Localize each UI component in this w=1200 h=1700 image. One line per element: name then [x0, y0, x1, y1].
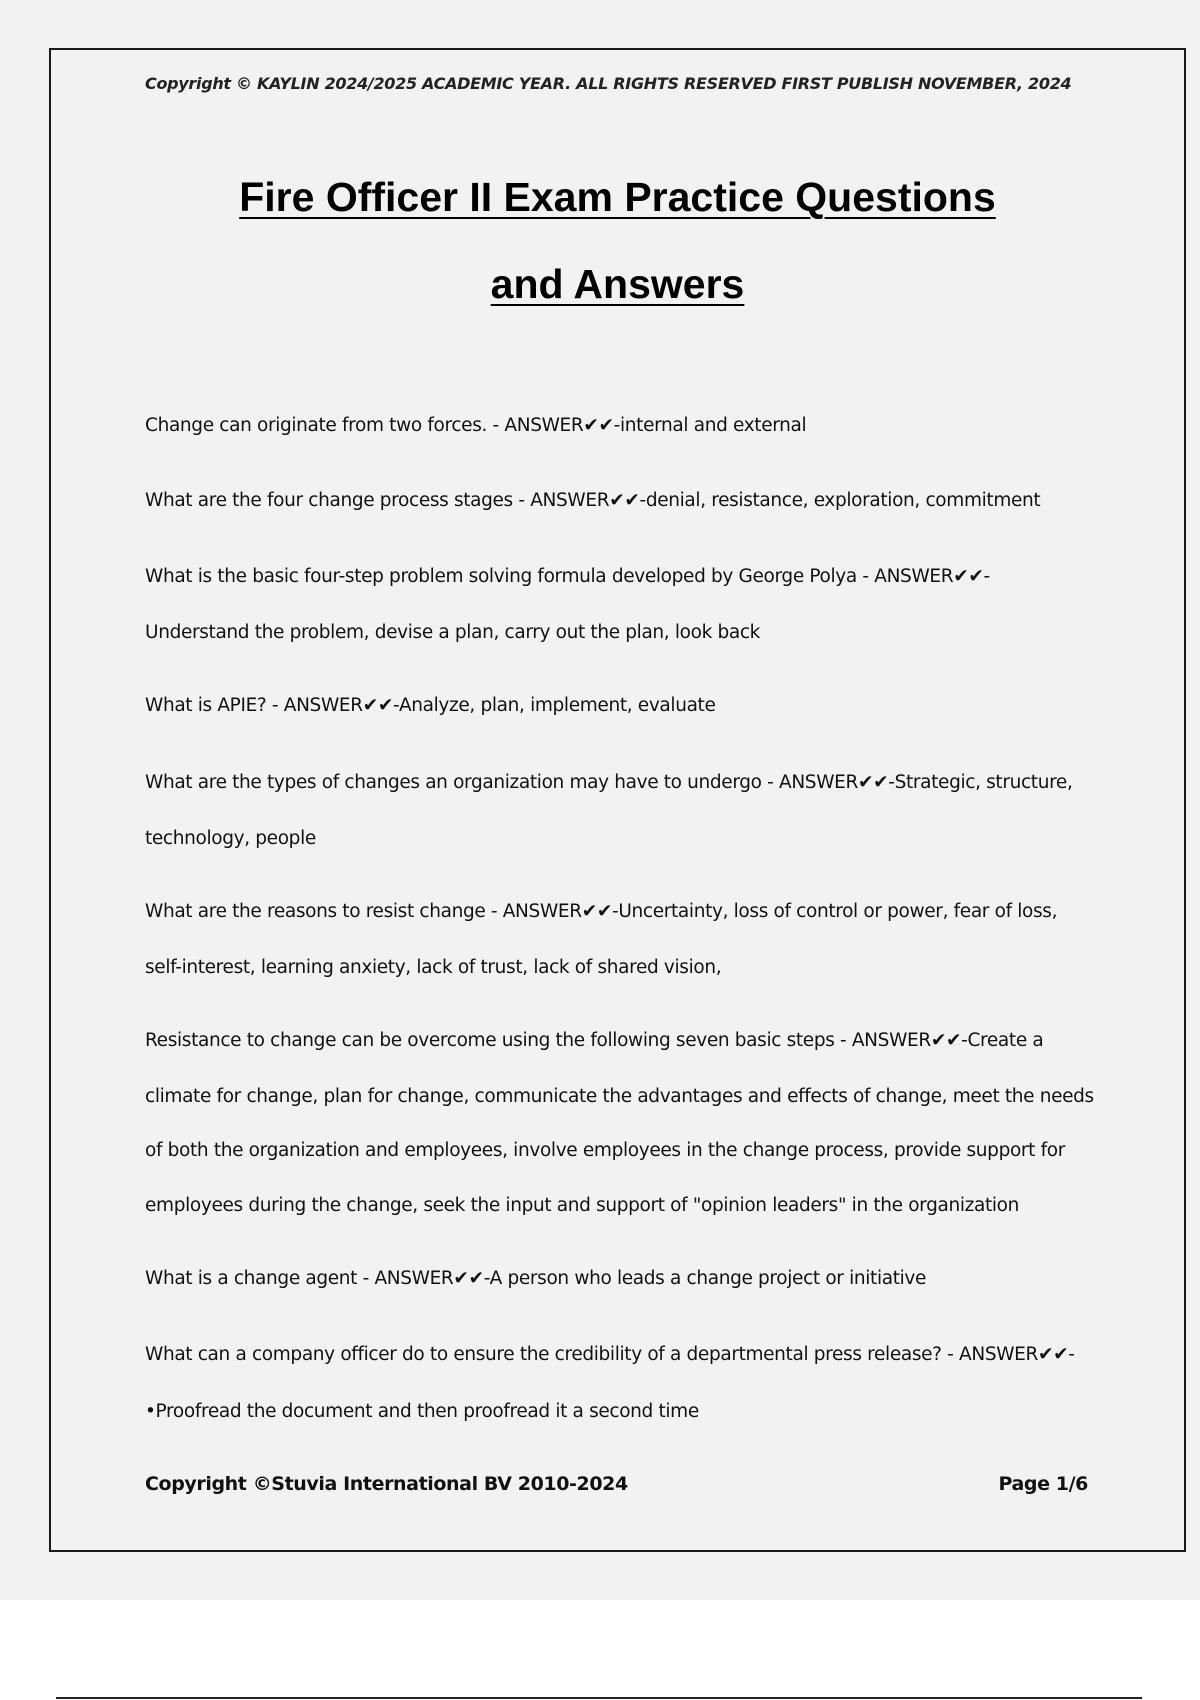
qa-line: technology, people: [145, 828, 316, 849]
qa-line: Understand the problem, devise a plan, carry out the plan, look back: [145, 622, 761, 643]
title-text-2: and Answers: [490, 261, 745, 307]
qa-line: What are the four change process stages - ANSWER✔✔-denial, resistance, exploration, commitment: [145, 490, 1041, 511]
qa-line: What is the basic four-step problem solving formula developed by George Polya - ANSWER✔✔-: [145, 566, 990, 587]
qa-line: What are the types of changes an organization may have to undergo - ANSWER✔✔-Strategic, structure,: [145, 772, 1073, 793]
title-text-1: Fire Officer II Exam Practice Questions: [239, 174, 996, 220]
qa-line: What is APIE? - ANSWER✔✔-Analyze, plan, implement, evaluate: [145, 695, 716, 716]
qa-line: climate for change, plan for change, communicate the advantages and effects of change, meet the needs: [145, 1086, 1094, 1107]
qa-line: What are the reasons to resist change - ANSWER✔✔-Uncertainty, loss of control or power, fear of loss,: [145, 901, 1058, 922]
qa-line: of both the organization and employees, involve employees in the change process, provide support for: [145, 1140, 1066, 1161]
qa-line: Change can originate from two forces. - ANSWER✔✔-internal and external: [145, 415, 807, 436]
qa-line: What can a company officer do to ensure the credibility of a departmental press release? - ANSWER✔✔-: [145, 1344, 1075, 1365]
qa-line: Resistance to change can be overcome using the following seven basic steps - ANSWER✔✔-Create a: [145, 1030, 1044, 1051]
qa-line: self-interest, learning anxiety, lack of trust, lack of shared vision,: [145, 957, 722, 978]
next-page-top-rule: [56, 1697, 1142, 1699]
document-title-line-2: [49, 261, 1186, 308]
qa-line: employees during the change, seek the input and support of "opinion leaders" in the organization: [145, 1195, 1020, 1216]
document-title-line-1: [49, 174, 1186, 221]
qa-line: •Proofread the document and then proofread it a second time: [145, 1401, 699, 1422]
qa-line: What is a change agent - ANSWER✔✔-A person who leads a change project or initiative: [145, 1268, 927, 1289]
page-number: Page 1/6: [998, 1473, 1088, 1495]
header-copyright: Copyright © KAYLIN 2024/2025 ACADEMIC YEAR. ALL RIGHTS RESERVED FIRST PUBLISH NOVEMBER, 2024: [145, 74, 1072, 93]
footer-copyright: Copyright ©Stuvia International BV 2010-2024: [145, 1473, 628, 1495]
